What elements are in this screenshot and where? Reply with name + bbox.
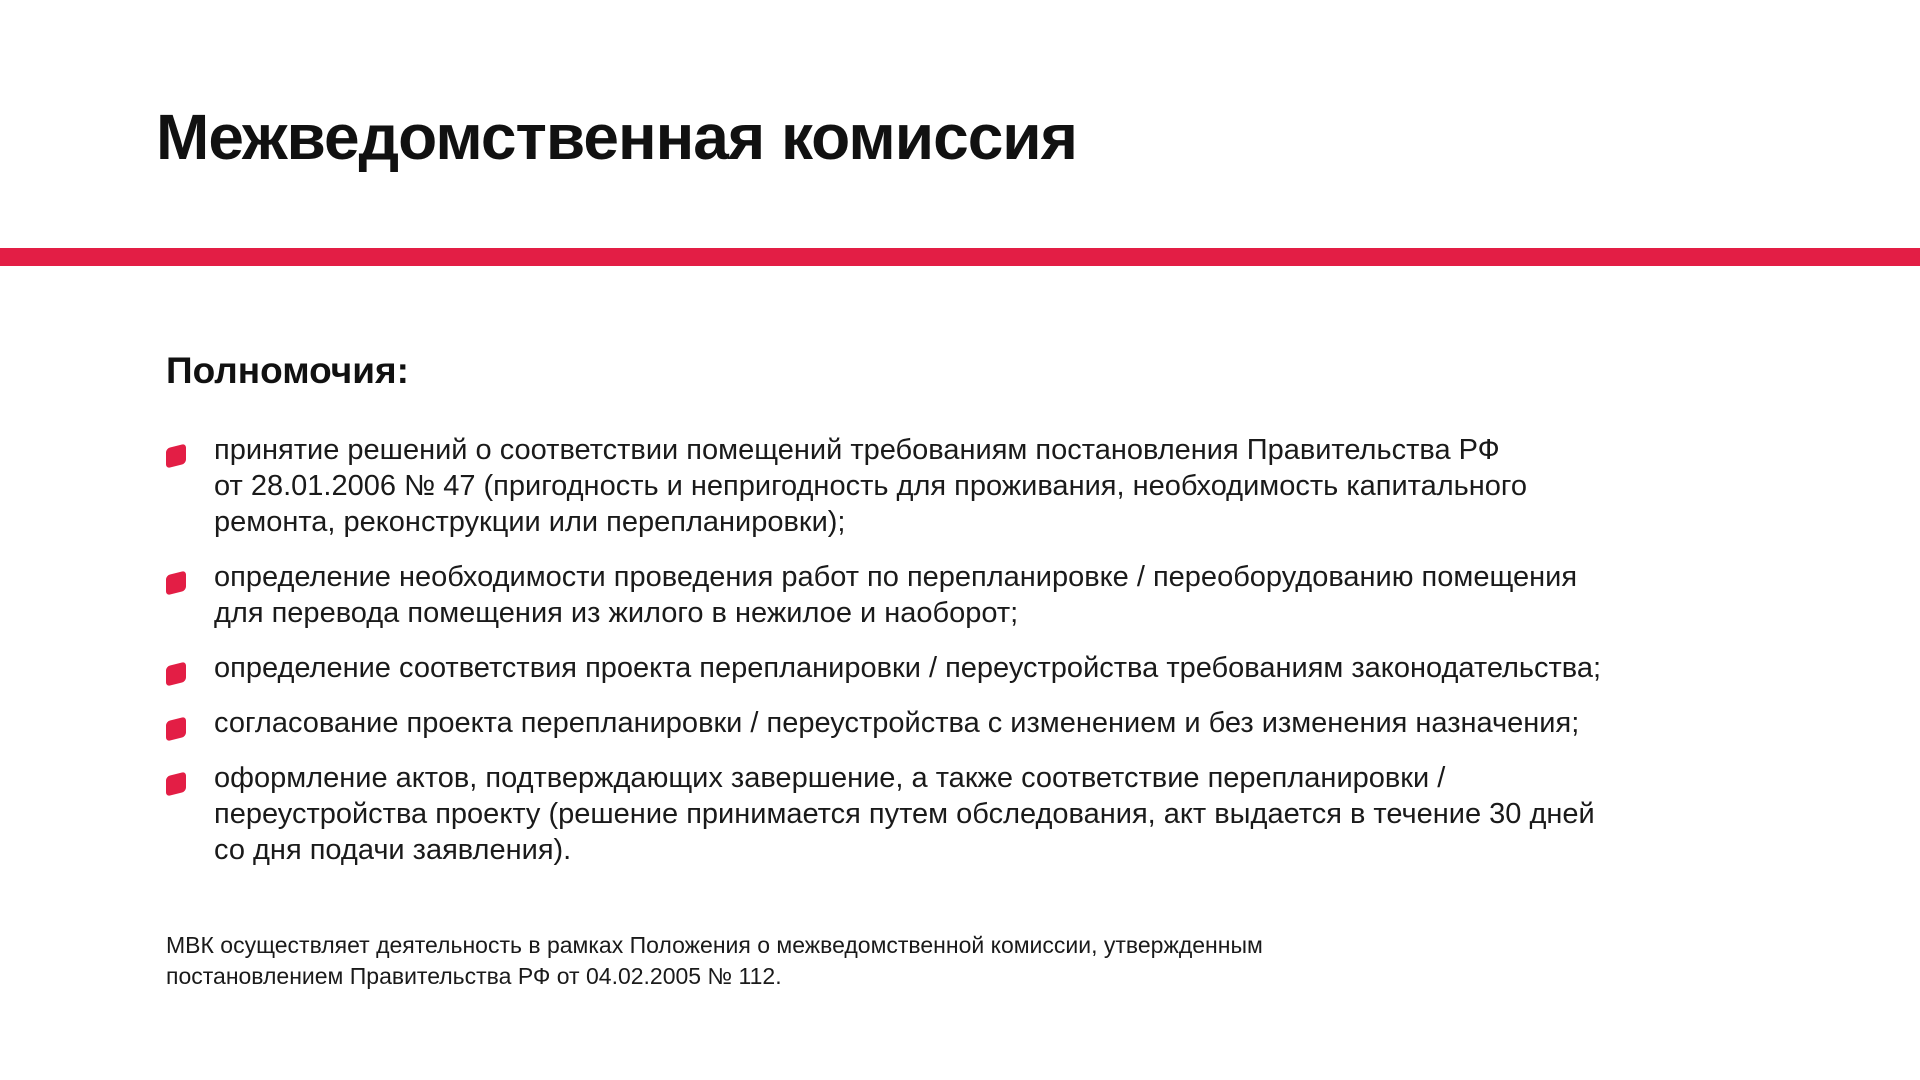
red-square-bullet-icon — [166, 772, 186, 797]
list-item — [166, 705, 1756, 741]
slide-title: Межведомственная комиссия — [156, 101, 1077, 173]
list-item-line: согласование проекта перепланировки / переустройства с изменением и без изменения назначения; — [214, 707, 1580, 739]
list-item-line: ремонта, реконструкции или перепланировки); — [214, 506, 846, 538]
red-square-bullet-icon — [166, 444, 186, 469]
red-square-bullet-icon — [166, 571, 186, 596]
list-item-line: определение соответствия проекта перепланировки / переустройства требованиям законодательства; — [214, 652, 1602, 684]
list-item-line: для перевода помещения из жилого в нежилое и наоборот; — [214, 597, 1019, 629]
footnote — [166, 930, 1466, 992]
list-item — [166, 432, 1756, 540]
list-item — [166, 559, 1756, 631]
footnote-line: МВК осуществляет деятельность в рамках Положения о межведомственной комиссии, утвержденным — [166, 932, 1263, 958]
list-item-line: оформление актов, подтверждающих завершение, а также соответствие перепланировки / — [214, 762, 1446, 794]
list-item-line: со дня подачи заявления). — [214, 834, 572, 866]
list-item — [166, 760, 1756, 868]
list-item-line: от 28.01.2006 № 47 (пригодность и непригодность для проживания, необходимость капитального — [214, 470, 1528, 502]
list-item-line: принятие решений о соответствии помещений требованиям постановления Правительства РФ — [214, 434, 1500, 466]
list-item-line: определение необходимости проведения работ по перепланировке / переоборудованию помещения — [214, 561, 1578, 593]
red-square-bullet-icon — [166, 662, 186, 687]
accent-divider-bar — [0, 248, 1920, 266]
list-item — [166, 650, 1756, 686]
red-square-bullet-icon — [166, 717, 186, 742]
section-heading: Полномочия: — [166, 350, 409, 391]
footnote-line: постановлением Правительства РФ от 04.02.2005 № 112. — [166, 963, 782, 989]
list-item-line: переустройства проекту (решение принимается путем обследования, акт выдается в течение 30 дней — [214, 798, 1595, 830]
powers-list — [166, 432, 1756, 887]
